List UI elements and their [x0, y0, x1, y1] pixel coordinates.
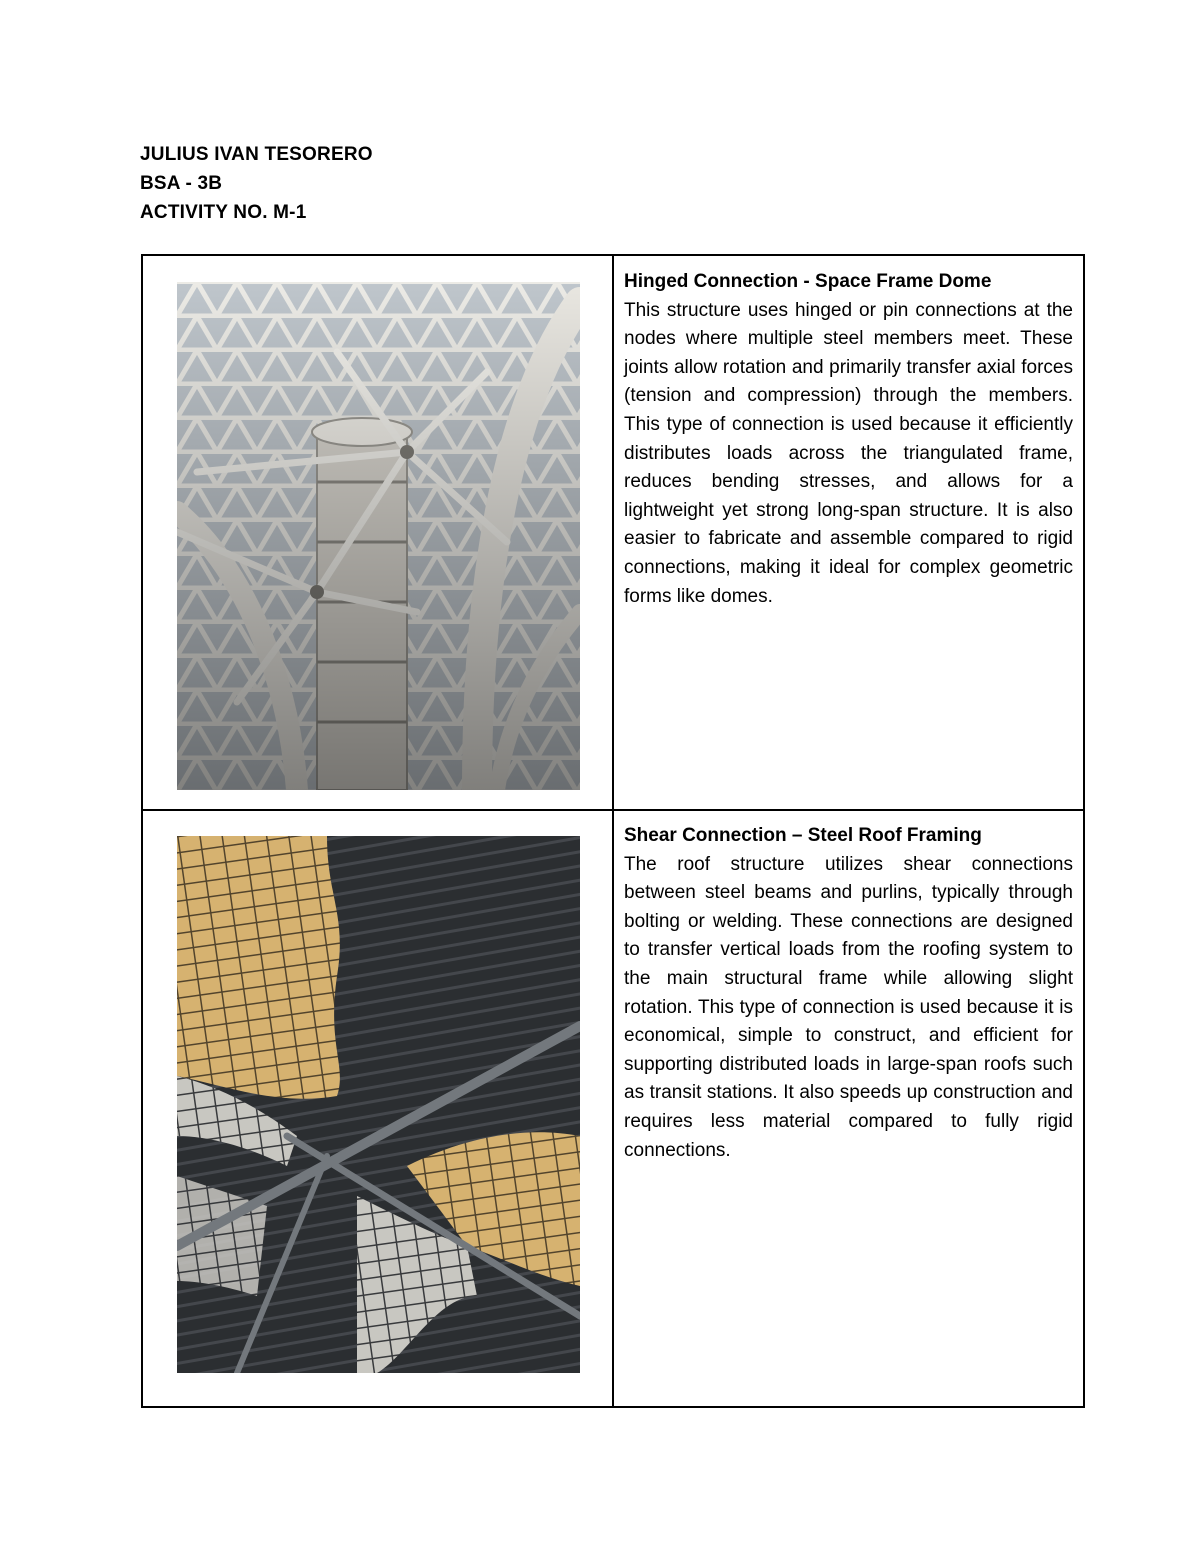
- row-2-description: [624, 822, 1073, 1165]
- shear-connection-heading: Shear Connection – Steel Roof Framing: [624, 825, 982, 846]
- steel-roof-framing-photo: [177, 836, 580, 1373]
- activity-table: [141, 254, 1085, 1408]
- column-divider: [612, 256, 614, 1406]
- hinged-connection-heading: Hinged Connection - Space Frame Dome: [624, 271, 992, 292]
- document-header: [140, 140, 373, 227]
- activity-number: ACTIVITY NO. M-1: [140, 202, 307, 223]
- row-1-description: [624, 268, 1073, 611]
- hinged-connection-body: This structure uses hinged or pin connections at the nodes where multiple steel members meet. These joints allow rotation and primarily transfer axial forces (tension and compression) through the members. This type of connection is used because it efficiently distributes loads across the triangulated frame, reduces bending stresses, and allows for a lightweight yet strong long-span structure. It is also easier to fabricate and assemble compared to rigid connections, making it ideal for complex geometric forms like domes.: [624, 299, 1073, 607]
- student-section: BSA - 3B: [140, 173, 223, 194]
- student-name: JULIUS IVAN TESORERO: [140, 144, 373, 165]
- space-frame-dome-photo: [177, 282, 580, 790]
- row-divider: [143, 809, 1083, 811]
- shear-connection-body: The roof structure utilizes shear connections between steel beams and purlins, typically through bolting or welding. These connections are designed to transfer vertical loads from the roofing system to the main structural frame while allowing slight rotation. This type of connection is used because it is economical, simple to construct, and efficient for supporting distributed loads in large-span roofs such as transit stations. It also speeds up construction and requires less material compared to fully rigid connections.: [624, 853, 1073, 1161]
